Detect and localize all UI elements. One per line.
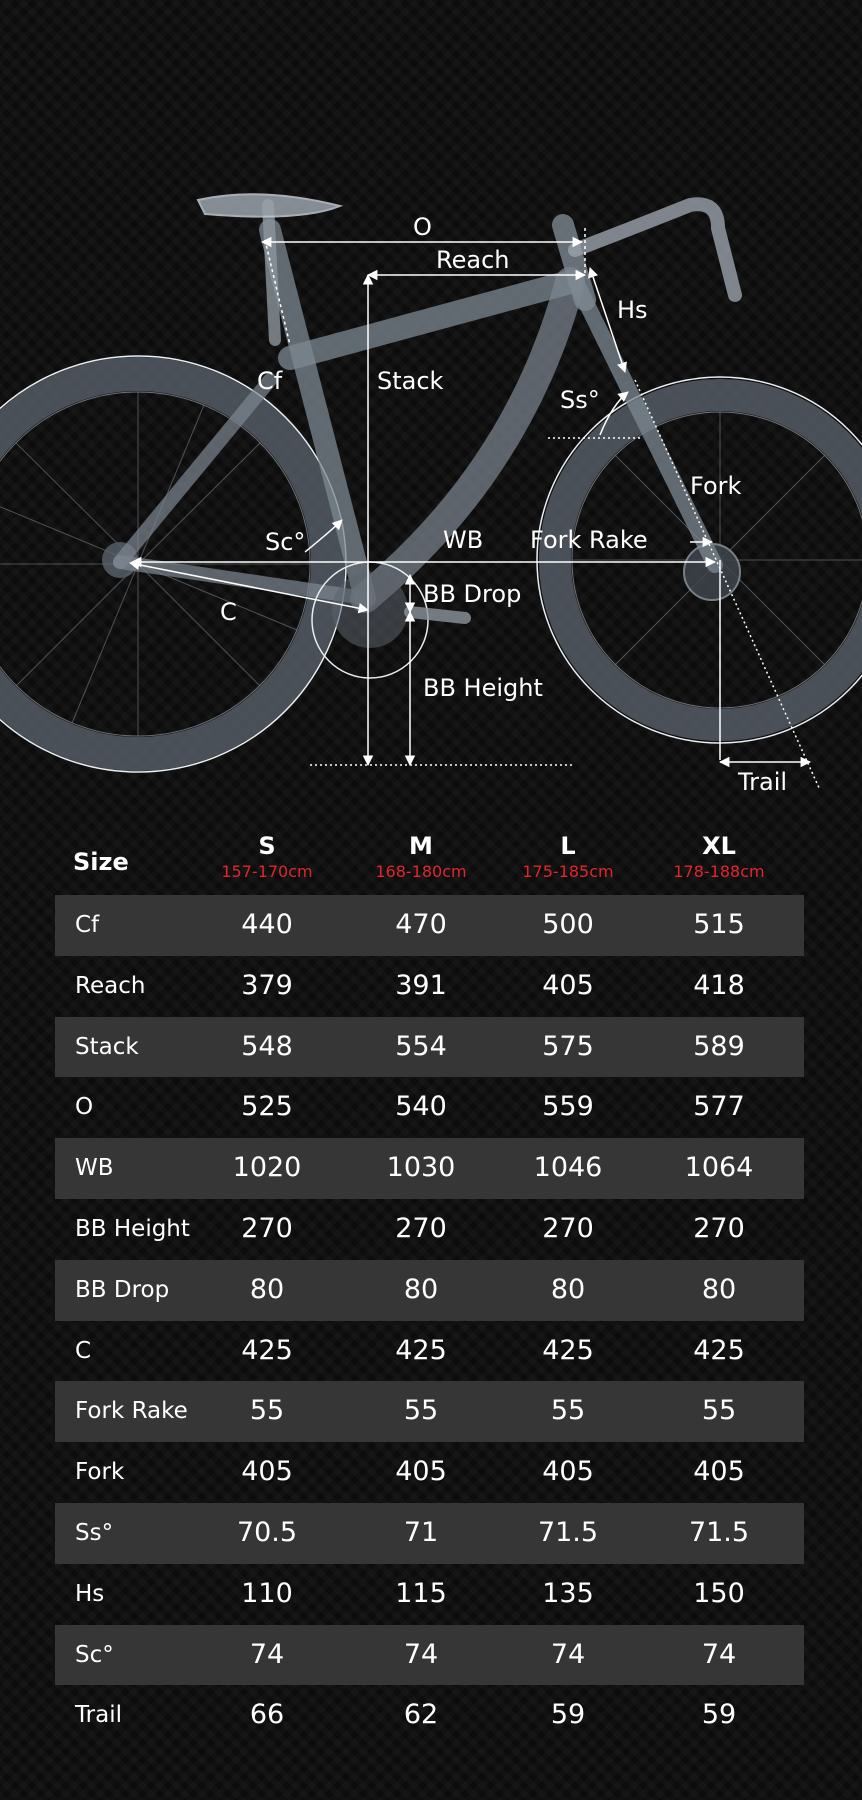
- cell-value: 66: [249, 1699, 285, 1731]
- label-fork: Fork: [690, 472, 742, 500]
- label-o: O: [413, 213, 432, 241]
- cell-value: 1046: [533, 1152, 603, 1184]
- cell-value: 440: [241, 909, 293, 940]
- cell-value: 115: [395, 1577, 447, 1609]
- cell-value: 554: [395, 1030, 447, 1062]
- cell-value: 500: [542, 909, 594, 940]
- cell-value: 405: [241, 1456, 293, 1488]
- cell-value: 525: [241, 1091, 293, 1123]
- cell-value: 425: [542, 1334, 594, 1366]
- cell-value: 80: [249, 1273, 285, 1305]
- size-range: 168-180cm: [375, 862, 467, 881]
- size-col-xl: [644, 830, 794, 882]
- label-stack: Stack: [377, 367, 444, 395]
- cell-value: 470: [395, 909, 447, 940]
- size-name: M: [409, 832, 433, 860]
- cell-value: 74: [550, 1638, 586, 1670]
- label-reach: Reach: [436, 246, 510, 274]
- row-label: WB: [75, 1155, 114, 1182]
- row-label: Reach: [75, 972, 146, 999]
- size-range: 157-170cm: [221, 862, 313, 881]
- cell-value: 425: [693, 1334, 745, 1366]
- geometry-table: [55, 830, 804, 1731]
- table-body: [55, 895, 804, 1746]
- row-label: C: [75, 1337, 92, 1364]
- label-cf: Cf: [257, 367, 283, 395]
- cell-value: 80: [403, 1273, 439, 1305]
- table-row: [55, 1321, 804, 1382]
- size-col-s: [192, 830, 342, 882]
- cell-value: 55: [249, 1395, 285, 1427]
- cell-value: 548: [241, 1030, 293, 1062]
- table-row: [55, 1381, 804, 1442]
- row-label: Cf: [75, 912, 100, 938]
- table-row: [55, 895, 804, 956]
- label-ss: Ss°: [560, 386, 600, 414]
- row-label: Sc°: [75, 1641, 114, 1668]
- table-row: [55, 1564, 804, 1625]
- cell-value: 74: [403, 1638, 439, 1670]
- cell-value: 559: [542, 1091, 594, 1123]
- table-row: [55, 1503, 804, 1564]
- cell-value: 575: [542, 1030, 594, 1062]
- size-col-m: [346, 830, 496, 882]
- row-label: O: [75, 1094, 94, 1121]
- table-row: [55, 1625, 804, 1686]
- cell-value: 379: [241, 969, 293, 1001]
- size-range: 175-185cm: [522, 862, 614, 881]
- table-row: [55, 956, 804, 1017]
- cell-value: 270: [395, 1212, 447, 1244]
- cell-value: 425: [395, 1334, 447, 1366]
- table-row: [55, 1260, 804, 1321]
- cell-value: 55: [701, 1395, 737, 1427]
- cell-value: 405: [395, 1456, 447, 1488]
- cell-value: 1020: [232, 1152, 302, 1184]
- cell-value: 540: [395, 1091, 447, 1123]
- label-hs: Hs: [617, 296, 648, 324]
- cell-value: 405: [542, 1456, 594, 1488]
- table-row: [55, 1442, 804, 1503]
- cell-value: 391: [395, 969, 447, 1001]
- label-bb-height: BB Height: [423, 674, 543, 702]
- row-label: Stack: [75, 1033, 139, 1060]
- cell-value: 110: [241, 1577, 293, 1609]
- label-wb: WB: [443, 526, 484, 554]
- cell-value: 270: [693, 1212, 745, 1244]
- cell-value: 55: [403, 1395, 439, 1427]
- row-label: BB Drop: [75, 1276, 170, 1303]
- cell-value: 59: [701, 1699, 737, 1731]
- row-label: Fork Rake: [75, 1398, 188, 1425]
- cell-value: 80: [550, 1273, 586, 1305]
- size-name: L: [560, 832, 576, 860]
- cell-value: 55: [550, 1395, 586, 1427]
- size-header-label: Size: [73, 848, 129, 876]
- table-row: [55, 1685, 804, 1746]
- row-label: Hs: [75, 1580, 105, 1607]
- cell-value: 405: [693, 1456, 745, 1488]
- cell-value: 135: [542, 1577, 594, 1609]
- cell-value: 59: [550, 1699, 586, 1731]
- table-row: [55, 1138, 804, 1199]
- size-name: XL: [702, 832, 736, 860]
- table-row: [55, 1077, 804, 1138]
- bike-geometry-diagram: [0, 0, 862, 800]
- row-label: Ss°: [75, 1519, 114, 1546]
- table-header: [55, 830, 804, 895]
- label-fork-rake: Fork Rake: [530, 526, 648, 554]
- cell-value: 577: [693, 1091, 745, 1123]
- label-bb-drop: BB Drop: [423, 580, 522, 608]
- size-name: S: [258, 832, 276, 860]
- cell-value: 150: [693, 1577, 745, 1609]
- table-row: [55, 1017, 804, 1078]
- cell-value: 71.5: [688, 1516, 750, 1548]
- label-trail: Trail: [738, 768, 788, 796]
- table-row: [55, 1199, 804, 1260]
- row-label: Fork: [75, 1459, 125, 1486]
- cell-value: 270: [241, 1212, 293, 1244]
- cell-value: 515: [693, 909, 745, 940]
- cell-value: 405: [542, 969, 594, 1001]
- cell-value: 62: [403, 1699, 439, 1731]
- cell-value: 1064: [684, 1152, 754, 1184]
- label-c: C: [220, 598, 237, 626]
- cell-value: 1030: [386, 1152, 456, 1184]
- cell-value: 418: [693, 969, 745, 1001]
- size-range: 178-188cm: [673, 862, 765, 881]
- cell-value: 74: [701, 1638, 737, 1670]
- front-wheel: [537, 377, 862, 743]
- size-col-l: [493, 830, 643, 882]
- cell-value: 270: [542, 1212, 594, 1244]
- row-label: BB Height: [75, 1215, 190, 1242]
- cell-value: 425: [241, 1334, 293, 1366]
- cell-value: 71: [403, 1516, 439, 1548]
- cell-value: 589: [693, 1030, 745, 1062]
- row-label: Trail: [75, 1702, 122, 1729]
- cell-value: 71.5: [537, 1516, 599, 1548]
- cell-value: 70.5: [236, 1516, 298, 1548]
- label-sc: Sc°: [265, 528, 306, 556]
- cell-value: 74: [249, 1638, 285, 1670]
- cell-value: 80: [701, 1273, 737, 1305]
